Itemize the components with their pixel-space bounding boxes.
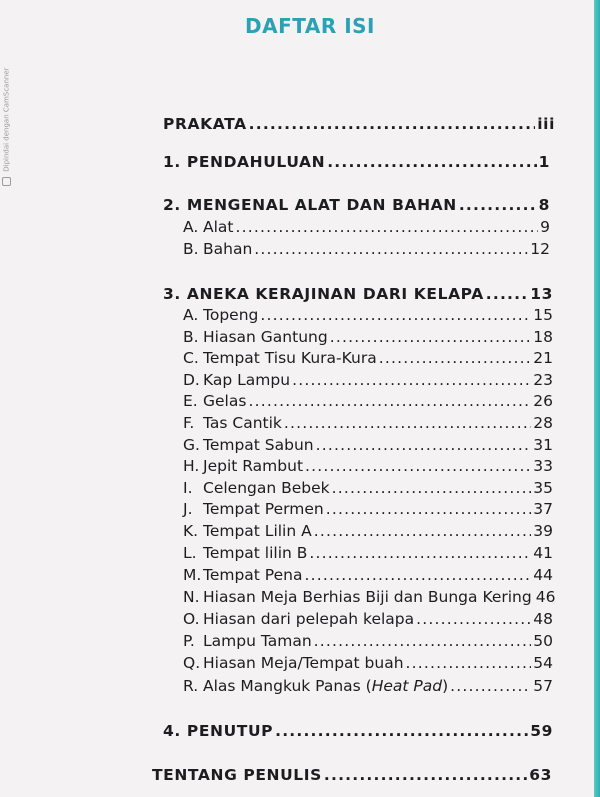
leader-dots: [314, 521, 532, 541]
toc-entry-tempat-sabun[interactable]: G. Tempat Sabun ..... 31: [183, 435, 553, 455]
leader-dots: [304, 565, 531, 585]
leader-dots: [254, 239, 528, 259]
toc-entry-hiasan-gantung[interactable]: B. Hiasan Gantung ..... 18: [183, 327, 553, 347]
toc-entry-lampu-taman[interactable]: P. Lampu Taman ..... 50: [183, 631, 553, 651]
leader-dots: [332, 478, 532, 498]
toc-entry-hiasan-pelepah[interactable]: O. Hiasan dari pelepah kelapa ..... 48: [183, 609, 553, 629]
toc-entry-prakata[interactable]: PRAKATA ..... iii: [163, 114, 555, 134]
leader-dots: [314, 631, 532, 651]
leader-dots: [324, 765, 527, 785]
leader-dots: [459, 195, 537, 215]
toc-entry-alat[interactable]: A. Alat ..... 9: [183, 217, 550, 237]
leader-dots: [327, 152, 536, 172]
leader-dots: [486, 284, 528, 304]
leader-dots: [379, 348, 532, 368]
leader-dots: [309, 543, 531, 563]
toc-entry-gelas[interactable]: E. Gelas ..... 26: [183, 391, 553, 411]
toc-entry-tempat-lilin-b[interactable]: L. Tempat lilin B ..... 41: [183, 543, 553, 563]
leader-dots: [416, 609, 531, 629]
toc-entry-tempat-tisu[interactable]: C. Tempat Tisu Kura-Kura ..... 21: [183, 348, 553, 368]
leader-dots: [236, 217, 539, 237]
scanner-watermark: Dipindai dengan CamScanner: [2, 6, 12, 186]
toc-entry-tempat-permen[interactable]: J. Tempat Permen ..... 37: [183, 499, 553, 519]
leader-dots: [292, 370, 531, 390]
toc-entry-celengan-bebek[interactable]: I. Celengan Bebek ..... 35: [183, 478, 553, 498]
toc-entry-kap-lampu[interactable]: D. Kap Lampu ..... 23: [183, 370, 553, 390]
page-title: DAFTAR ISI: [245, 14, 375, 38]
leader-dots: [406, 653, 532, 673]
toc-entry-penutup[interactable]: 4. PENUTUP ..... 59: [163, 721, 553, 741]
leader-dots: [260, 305, 531, 325]
toc-entry-pendahuluan[interactable]: 1. PENDAHULUAN ..... 1: [163, 152, 550, 172]
camscanner-icon: [2, 177, 11, 186]
page-edge-bar: [594, 0, 600, 797]
leader-dots: [249, 114, 536, 134]
toc-entry-topeng[interactable]: A. Topeng ..... 15: [183, 305, 553, 325]
toc-entry-aneka-kerajinan[interactable]: 3. ANEKA KERAJINAN DARI KELAPA ..... 13: [163, 284, 553, 304]
toc-entry-jepit-rambut[interactable]: H. Jepit Rambut ..... 33: [183, 456, 553, 476]
toc-entry-tas-cantik[interactable]: F. Tas Cantik ..... 28: [183, 413, 553, 433]
leader-dots: [275, 721, 528, 741]
leader-dots: [330, 327, 532, 347]
toc-entry-mengenal-alat[interactable]: 2. MENGENAL ALAT DAN BAHAN ..... 8: [163, 195, 550, 215]
leader-dots: [326, 499, 532, 519]
toc-entry-tentang-penulis[interactable]: TENTANG PENULIS ..... 63: [152, 765, 552, 785]
leader-dots: [284, 413, 531, 433]
leader-dots: [305, 456, 531, 476]
leader-dots: [316, 435, 532, 455]
toc-entry-tempat-lilin-a[interactable]: K. Tempat Lilin A ..... 39: [183, 521, 553, 541]
toc-entry-hiasan-meja-berhias[interactable]: N. Hiasan Meja Berhias Biji dan Bunga Kering 46: [183, 588, 556, 606]
leader-dots: [248, 391, 531, 411]
toc-entry-bahan[interactable]: B. Bahan ..... 12: [183, 239, 550, 259]
leader-dots: [450, 676, 531, 696]
toc-entry-alas-mangkuk[interactable]: R. Alas Mangkuk Panas (Heat Pad) ..... 57: [183, 676, 553, 696]
toc-entry-tempat-pena[interactable]: M. Tempat Pena ..... 44: [183, 565, 553, 585]
toc-entry-hiasan-meja-buah[interactable]: Q. Hiasan Meja/Tempat buah ..... 54: [183, 653, 553, 673]
